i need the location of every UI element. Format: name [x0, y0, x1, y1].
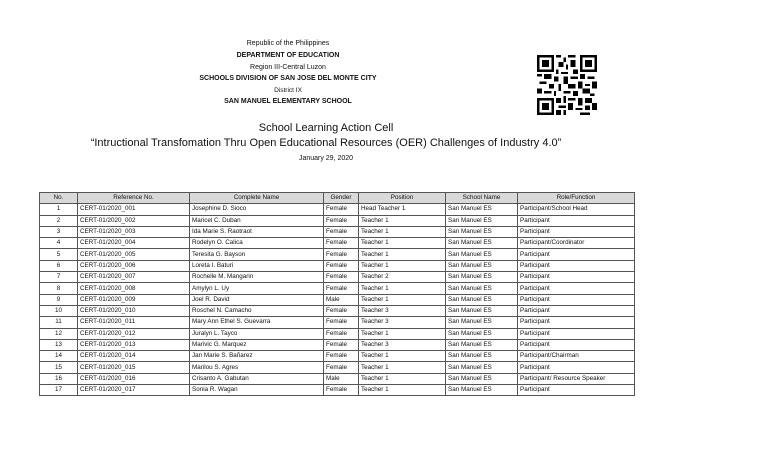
table-cell: San Manuel ES — [446, 249, 518, 260]
table-cell: Participant — [518, 215, 635, 226]
table-cell: 6 — [40, 260, 78, 271]
department-line: DEPARTMENT OF EDUCATION — [236, 52, 340, 59]
table-cell: Participant — [518, 317, 635, 328]
table-cell: Teacher 1 — [359, 373, 446, 384]
table-cell: San Manuel ES — [446, 373, 518, 384]
table-cell: Female — [324, 215, 359, 226]
table-cell: Female — [324, 249, 359, 260]
table-cell: Teacher 1 — [359, 260, 446, 271]
table-cell: 11 — [40, 317, 78, 328]
table-row — [40, 283, 635, 294]
table-cell: Teacher 1 — [359, 362, 446, 373]
table-cell: San Manuel ES — [446, 215, 518, 226]
table-row — [40, 215, 635, 226]
table-cell: San Manuel ES — [446, 317, 518, 328]
table-cell: San Manuel ES — [446, 339, 518, 350]
table-row — [40, 317, 635, 328]
table-cell: CERT-01/2020_012 — [78, 328, 190, 339]
table-cell: Female — [324, 283, 359, 294]
table-cell: CERT-01/2020_002 — [78, 215, 190, 226]
table-cell: 9 — [40, 294, 78, 305]
qr-code-icon — [537, 55, 597, 115]
school-line: SAN MANUEL ELEMENTARY SCHOOL — [224, 98, 352, 105]
table-cell: Sonia R. Wagan — [190, 385, 324, 396]
table-cell: CERT-01/2020_009 — [78, 294, 190, 305]
table-cell: Amylyn L. Uy — [190, 283, 324, 294]
table-row — [40, 260, 635, 271]
table-cell: Participant/ Resource Speaker — [518, 373, 635, 384]
table-cell: Female — [324, 351, 359, 362]
table-cell: Teacher 1 — [359, 294, 446, 305]
document-subtitle: “Intructional Transfomation Thru Open Educational Resources (OER) Challenges of Industry 4.0” — [90, 137, 562, 149]
table-cell: 12 — [40, 328, 78, 339]
table-row — [40, 249, 635, 260]
table-cell: 13 — [40, 339, 78, 350]
column-header: Gender — [324, 193, 359, 204]
table-cell: San Manuel ES — [446, 351, 518, 362]
table-row — [40, 373, 635, 384]
table-cell: 4 — [40, 238, 78, 249]
table-cell: Participant — [518, 305, 635, 316]
table-cell: CERT-01/2020_016 — [78, 373, 190, 384]
table-cell: Juralyn L. Tayco — [190, 328, 324, 339]
table-cell: San Manuel ES — [446, 260, 518, 271]
table-cell: Participant — [518, 272, 635, 283]
table-row — [40, 385, 635, 396]
table-cell: Participant — [518, 328, 635, 339]
table-cell: Teacher 1 — [359, 249, 446, 260]
table-cell: CERT-01/2020_008 — [78, 283, 190, 294]
table-cell: Teacher 3 — [359, 305, 446, 316]
table-cell: Teacher 3 — [359, 339, 446, 350]
table-cell: San Manuel ES — [446, 226, 518, 237]
table-cell: CERT-01/2020_010 — [78, 305, 190, 316]
table-row — [40, 362, 635, 373]
column-header: Reference No. — [78, 193, 190, 204]
table-cell: San Manuel ES — [446, 204, 518, 215]
table-cell: CERT-01/2020_003 — [78, 226, 190, 237]
table-cell: Teacher 1 — [359, 283, 446, 294]
column-header: Position — [359, 193, 446, 204]
table-cell: CERT-01/2020_011 — [78, 317, 190, 328]
table-row — [40, 204, 635, 215]
table-cell: Female — [324, 317, 359, 328]
table-cell: Participant — [518, 283, 635, 294]
table-cell: 14 — [40, 351, 78, 362]
table-cell: Maricel C. Duban — [190, 215, 324, 226]
table-cell: CERT-01/2020_001 — [78, 204, 190, 215]
table-cell: Teacher 1 — [359, 226, 446, 237]
table-cell: Marilou S. Agres — [190, 362, 324, 373]
table-cell: Teacher 1 — [359, 238, 446, 249]
table-cell: 1 — [40, 204, 78, 215]
table-cell: San Manuel ES — [446, 305, 518, 316]
table-row — [40, 226, 635, 237]
table-cell: Teacher 1 — [359, 215, 446, 226]
division-line: SCHOOLS DIVISION OF SAN JOSE DEL MONTE CITY — [199, 75, 377, 82]
table-cell: 16 — [40, 373, 78, 384]
table-row — [40, 351, 635, 362]
table-cell: Josephine D. Sioco — [190, 204, 324, 215]
table-cell: Roschel N. Camacho — [190, 305, 324, 316]
table-cell: Participant — [518, 385, 635, 396]
table-cell: CERT-01/2020_014 — [78, 351, 190, 362]
table-cell: Participant — [518, 339, 635, 350]
table-cell: Participant/Coordinator — [518, 238, 635, 249]
document-title: School Learning Action Cell — [258, 122, 394, 134]
table-cell: CERT-01/2020_015 — [78, 362, 190, 373]
column-header: No. — [40, 193, 78, 204]
table-cell: San Manuel ES — [446, 294, 518, 305]
table-row — [40, 294, 635, 305]
table-cell: 10 — [40, 305, 78, 316]
participants-table — [39, 192, 635, 396]
table-cell: Teacher 1 — [359, 328, 446, 339]
table-cell: Head Teacher 1 — [359, 204, 446, 215]
table-cell: San Manuel ES — [446, 385, 518, 396]
table-cell: Rochelle M. Mangarin — [190, 272, 324, 283]
table-cell: Jan Marie S. Bañarez — [190, 351, 324, 362]
table-cell: Participant — [518, 362, 635, 373]
table-cell: Crisanto A. Gabutan — [190, 373, 324, 384]
table-cell: Male — [324, 373, 359, 384]
document-date: January 29, 2020 — [298, 155, 354, 162]
table-cell: CERT-01/2020_006 — [78, 260, 190, 271]
table-cell: Female — [324, 339, 359, 350]
table-cell: Joel R. David — [190, 294, 324, 305]
table-cell: Participant — [518, 260, 635, 271]
table-cell: Ida Marie S. Raotraot — [190, 226, 324, 237]
table-cell: CERT-01/2020_007 — [78, 272, 190, 283]
region-line: Region III-Central Luzon — [250, 64, 326, 71]
table-row — [40, 328, 635, 339]
table-cell: Participant — [518, 249, 635, 260]
table-cell: 15 — [40, 362, 78, 373]
table-cell: Female — [324, 305, 359, 316]
table-cell: Mary Ann Ethel S. Guevarra — [190, 317, 324, 328]
table-cell: San Manuel ES — [446, 272, 518, 283]
table-cell: Female — [324, 272, 359, 283]
table-cell: Participant — [518, 294, 635, 305]
column-header: Complete Name — [190, 193, 324, 204]
table-cell: Female — [324, 362, 359, 373]
table-cell: Rodelyn O. Calica — [190, 238, 324, 249]
table-cell: Female — [324, 226, 359, 237]
table-cell: 2 — [40, 215, 78, 226]
table-cell: 7 — [40, 272, 78, 283]
table-cell: CERT-01/2020_004 — [78, 238, 190, 249]
table-cell: San Manuel ES — [446, 362, 518, 373]
table-cell: Female — [324, 204, 359, 215]
district-line: District IX — [274, 87, 302, 94]
table-cell: Teacher 1 — [359, 385, 446, 396]
table-cell: Male — [324, 294, 359, 305]
table-cell: CERT-01/2020_017 — [78, 385, 190, 396]
table-cell: Teacher 2 — [359, 272, 446, 283]
table-cell: Marivic G. Marquez — [190, 339, 324, 350]
table-row — [40, 339, 635, 350]
table-cell: San Manuel ES — [446, 283, 518, 294]
table-row — [40, 272, 635, 283]
table-cell: Participant/Chairman — [518, 351, 635, 362]
table-cell: Teacher 3 — [359, 317, 446, 328]
table-cell: Female — [324, 328, 359, 339]
table-row — [40, 305, 635, 316]
republic-line: Republic of the Philippines — [246, 40, 330, 47]
table-cell: 8 — [40, 283, 78, 294]
table-cell: CERT-01/2020_005 — [78, 249, 190, 260]
table-cell: Teresita G. Bayson — [190, 249, 324, 260]
table-header-row — [40, 193, 635, 204]
column-header: School Name — [446, 193, 518, 204]
table-cell: Participant — [518, 226, 635, 237]
table-cell: San Manuel ES — [446, 328, 518, 339]
table-cell: San Manuel ES — [446, 238, 518, 249]
table-cell: Teacher 1 — [359, 351, 446, 362]
table-cell: 5 — [40, 249, 78, 260]
table-row — [40, 238, 635, 249]
table-cell: Loreta I. Baturi — [190, 260, 324, 271]
table-cell: 3 — [40, 226, 78, 237]
column-header: Role/Function — [518, 193, 635, 204]
table-cell: Female — [324, 238, 359, 249]
table-cell: 17 — [40, 385, 78, 396]
table-cell: Participant/School Head — [518, 204, 635, 215]
table-cell: CERT-01/2020_013 — [78, 339, 190, 350]
table-cell: Female — [324, 260, 359, 271]
table-cell: Female — [324, 385, 359, 396]
